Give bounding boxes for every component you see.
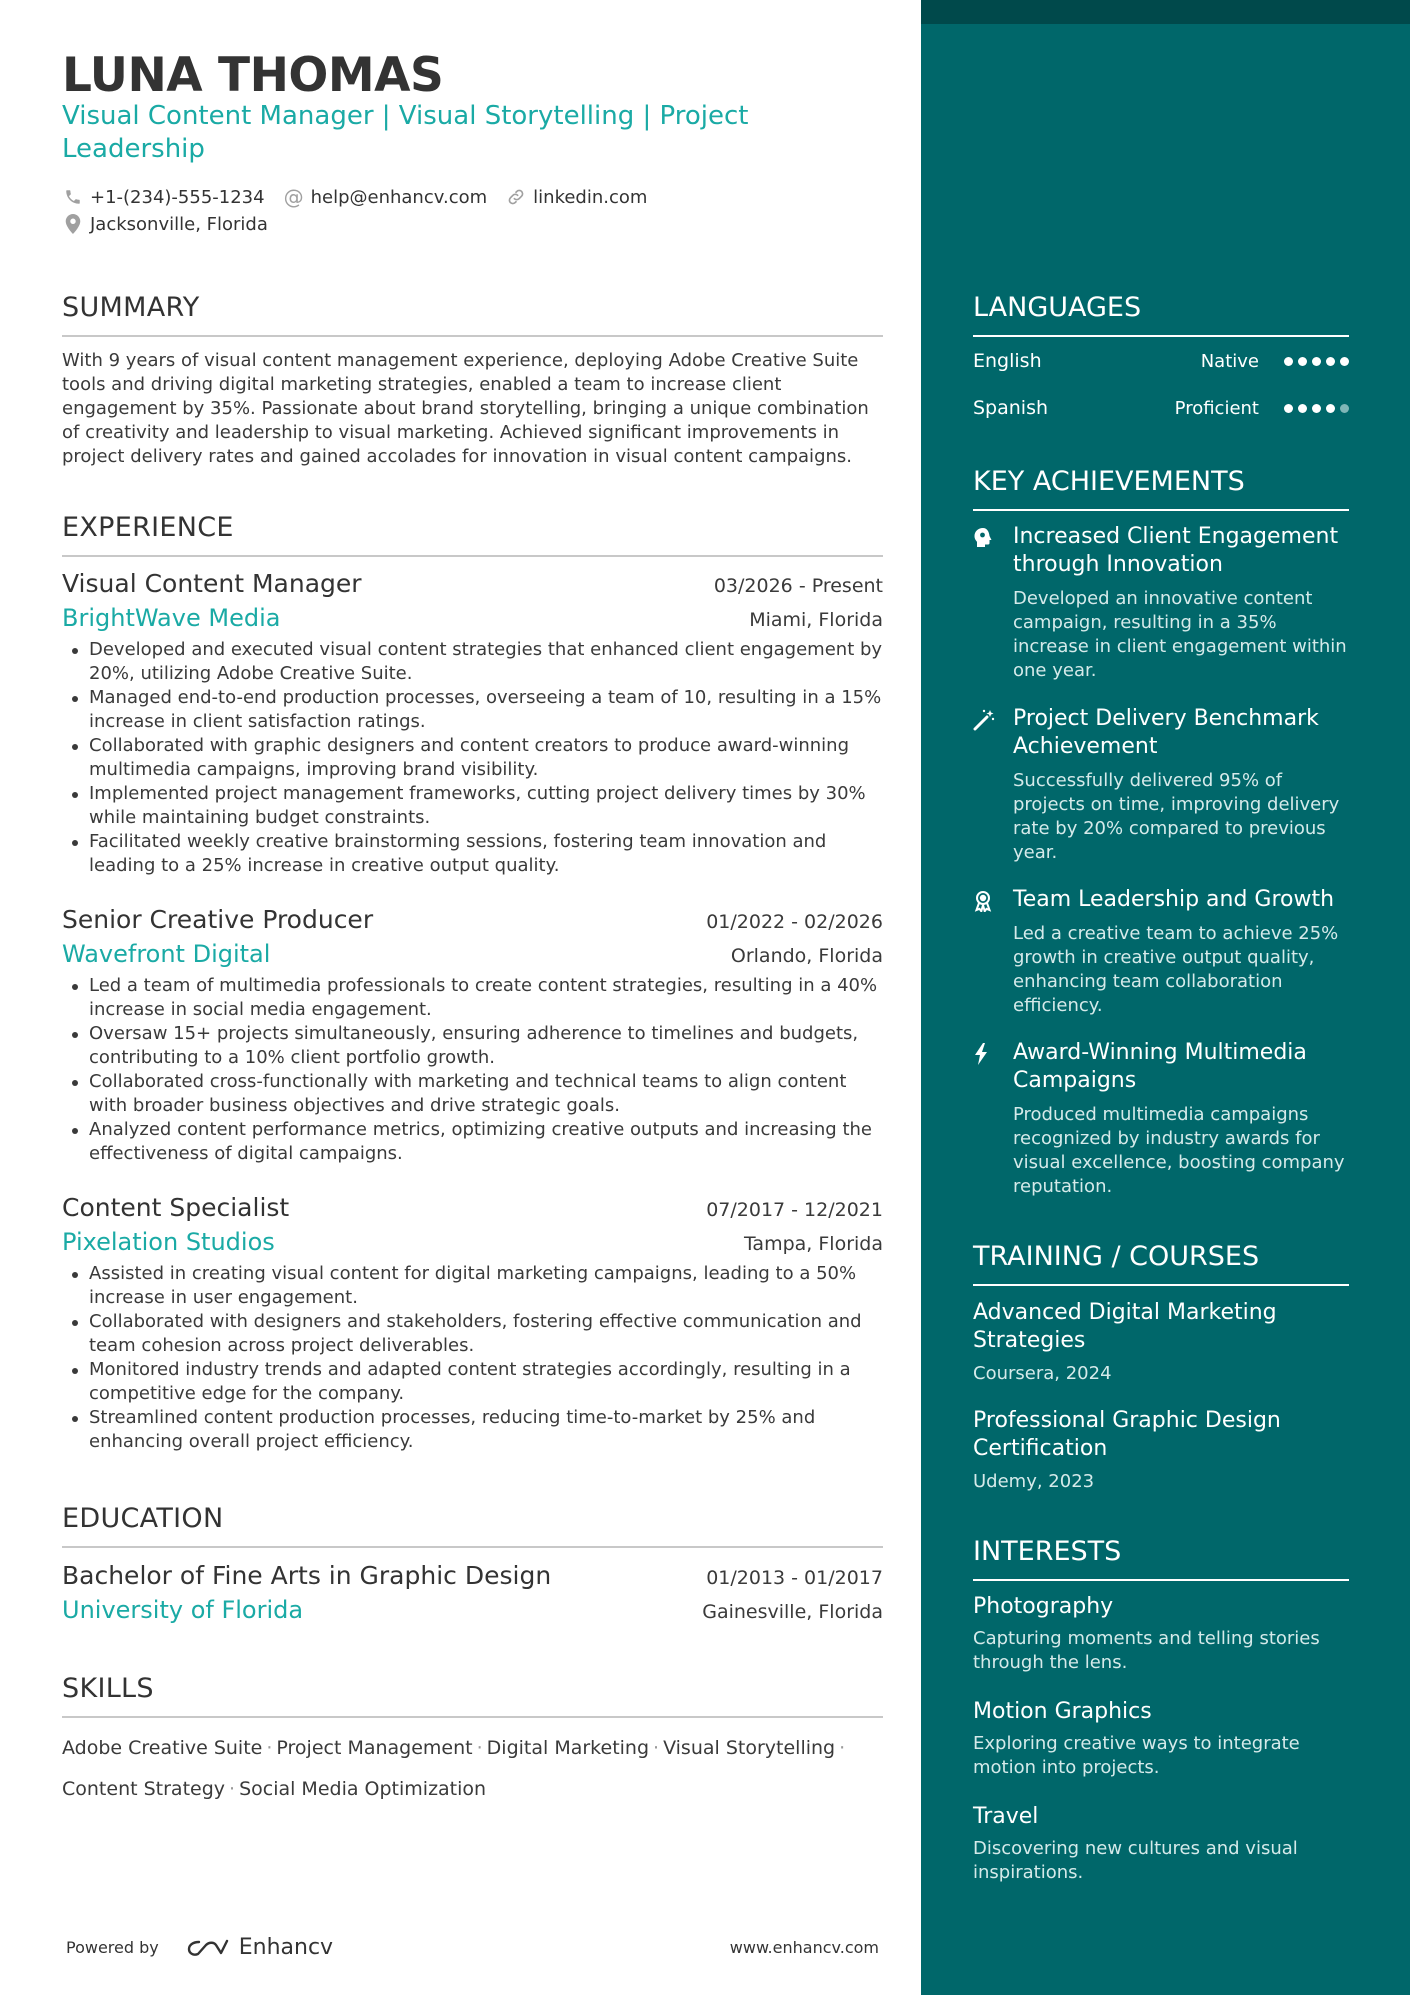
job-dates: 03/2026 - Present bbox=[713, 575, 883, 597]
interest-desc: Exploring creative ways to integrate motion into projects. bbox=[973, 1733, 1300, 1778]
language-row bbox=[973, 350, 1349, 372]
bullet: Led a team of multimedia professionals to create content strategies, resulting in a 40% increase in social media engagement. bbox=[62, 974, 883, 1022]
interest-desc: Discovering new cultures and visual inspirations. bbox=[973, 1838, 1298, 1883]
email-text: help@enhancv.com bbox=[310, 186, 488, 208]
achievement-desc: Led a creative team to achieve 25% growth in creative output quality, enhancing team collaboration efficiency. bbox=[1013, 923, 1339, 1016]
education-item bbox=[62, 1561, 883, 1624]
interest-item bbox=[973, 1804, 1349, 1885]
linkedin[interactable] bbox=[505, 186, 647, 208]
skill-separator: · bbox=[476, 1737, 483, 1759]
skills-heading: SKILLS bbox=[62, 1673, 883, 1718]
bullet: Oversaw 15+ projects simultaneously, ensuring adherence to timelines and budgets, contributing to a 10% client portfolio growth. bbox=[62, 1022, 883, 1070]
job-bullets bbox=[62, 974, 883, 1166]
job-title: Senior Creative Producer bbox=[62, 905, 374, 934]
lightning-icon bbox=[973, 1039, 995, 1067]
rating-dot bbox=[1340, 357, 1349, 366]
contact-row bbox=[62, 186, 665, 208]
education-dates: 01/2013 - 01/2017 bbox=[706, 1567, 883, 1589]
languages-heading: LANGUAGES bbox=[973, 292, 1349, 337]
job-location: Orlando, Florida bbox=[730, 945, 883, 967]
language-rating bbox=[1279, 357, 1349, 366]
training-heading: TRAINING / COURSES bbox=[973, 1241, 1349, 1286]
bullet: Assisted in creating visual content for digital marketing campaigns, leading to a 50% increase in user engagement. bbox=[62, 1262, 883, 1310]
bullet: Collaborated with graphic designers and content creators to produce award-winning multimedia campaigns, improving brand visibility. bbox=[62, 734, 883, 782]
interest-item bbox=[973, 1594, 1349, 1675]
rating-dot bbox=[1326, 404, 1335, 413]
language-name: Spanish bbox=[973, 397, 1049, 419]
head-idea-icon bbox=[973, 523, 995, 551]
course-item bbox=[973, 1407, 1349, 1492]
skill-separator: · bbox=[653, 1737, 660, 1759]
location-pin-icon bbox=[62, 213, 84, 235]
phone-icon bbox=[62, 186, 84, 208]
skill-separator: · bbox=[839, 1737, 846, 1759]
job-bullets bbox=[62, 1262, 883, 1454]
rating-dot bbox=[1284, 404, 1293, 413]
job-company[interactable]: BrightWave Media bbox=[62, 604, 281, 632]
skill: Adobe Creative Suite bbox=[62, 1737, 263, 1759]
course-title: Advanced Digital Marketing Strategies bbox=[973, 1300, 1277, 1353]
brand-name: Enhancv bbox=[238, 1935, 334, 1960]
location-row bbox=[62, 213, 286, 235]
bullet: Managed end-to-end production processes, overseeing a team of 10, resulting in a 15% increase in client satisfaction ratings. bbox=[62, 686, 883, 734]
rating-dot bbox=[1326, 357, 1335, 366]
sidebar-top-bar bbox=[921, 0, 1410, 24]
achievement-item bbox=[973, 886, 1349, 1018]
powered-by bbox=[62, 1935, 333, 1960]
phone[interactable] bbox=[62, 186, 265, 208]
rating-dot bbox=[1312, 357, 1321, 366]
skill: Social Media Optimization bbox=[239, 1778, 487, 1800]
school[interactable]: University of Florida bbox=[62, 1596, 304, 1624]
skill: Content Strategy bbox=[62, 1778, 226, 1800]
achievement-desc: Produced multimedia campaigns recognized by industry awards for visual excellence, boosting company reputation. bbox=[1013, 1104, 1345, 1197]
achievement-item bbox=[973, 523, 1349, 683]
bullet: Implemented project management frameworks, cutting project delivery times by 30% while maintaining budget constraints. bbox=[62, 782, 883, 830]
achievement-desc: Developed an innovative content campaign, resulting in a 35% increase in client engagement within one year. bbox=[1013, 588, 1347, 681]
bullet: Monitored industry trends and adapted content strategies accordingly, resulting in a competitive edge for the company. bbox=[62, 1358, 883, 1406]
language-name: English bbox=[973, 350, 1042, 372]
linkedin-text: linkedin.com bbox=[533, 186, 648, 208]
skill-separator: · bbox=[229, 1778, 236, 1800]
course-item bbox=[973, 1299, 1349, 1384]
footer-url[interactable]: www.enhancv.com bbox=[729, 1938, 879, 1957]
job-location: Tampa, Florida bbox=[743, 1233, 883, 1255]
interest-desc: Capturing moments and telling stories through the lens. bbox=[973, 1628, 1320, 1673]
summary-text: With 9 years of visual content management experience, deploying Adobe Creative Suite tools and driving digital marketing strategies, enabled a team to increase client engagement by 35%. Passionate about brand storytelling, bringing a unique combination of creativity and leadership to visual marketing. Achieved significant improvements in project delivery rates and gained accolades for innovation in visual content campaigns. bbox=[62, 350, 869, 467]
rating-dot-empty bbox=[1340, 404, 1349, 413]
job-location: Miami, Florida bbox=[749, 609, 883, 631]
candidate-name: LUNA THOMAS bbox=[62, 48, 444, 103]
interests-heading: INTERESTS bbox=[973, 1536, 1349, 1581]
skill: Digital Marketing bbox=[486, 1737, 650, 1759]
interest-title: Motion Graphics bbox=[973, 1699, 1152, 1724]
award-icon bbox=[973, 886, 995, 914]
link-icon bbox=[505, 186, 527, 208]
language-rating bbox=[1279, 404, 1349, 413]
achievement-item bbox=[973, 1039, 1349, 1199]
location-text: Jacksonville, Florida bbox=[90, 213, 268, 235]
skills-list bbox=[62, 1728, 883, 1810]
course-provider: Coursera, 2024 bbox=[973, 1363, 1112, 1384]
skill-separator: · bbox=[266, 1737, 273, 1759]
achievement-title: Project Delivery Benchmark Achievement bbox=[1013, 706, 1319, 759]
education-location: Gainesville, Florida bbox=[702, 1601, 883, 1623]
job-company[interactable]: Pixelation Studios bbox=[62, 1228, 275, 1256]
language-row bbox=[973, 397, 1349, 419]
course-title: Professional Graphic Design Certification bbox=[973, 1408, 1281, 1461]
achievement-title: Award-Winning Multimedia Campaigns bbox=[1013, 1040, 1307, 1093]
job-title: Content Specialist bbox=[62, 1193, 290, 1222]
headline: Visual Content Manager | Visual Storytelling | Project Leadership bbox=[62, 101, 749, 164]
phone-text: +1-(234)-555-1234 bbox=[90, 186, 265, 208]
bullet: Facilitated weekly creative brainstorming sessions, fostering team innovation and leading to a 25% increase in creative output quality. bbox=[62, 830, 883, 878]
experience-item bbox=[62, 1193, 883, 1454]
skill: Project Management bbox=[276, 1737, 473, 1759]
achievement-item bbox=[973, 705, 1349, 865]
summary-heading: SUMMARY bbox=[62, 292, 883, 337]
language-level: Native bbox=[1200, 350, 1259, 372]
degree: Bachelor of Fine Arts in Graphic Design bbox=[62, 1561, 552, 1590]
skill: Visual Storytelling bbox=[663, 1737, 836, 1759]
bullet: Streamlined content production processes, reducing time-to-market by 25% and enhancing overall project efficiency. bbox=[62, 1406, 883, 1454]
job-title: Visual Content Manager bbox=[62, 569, 362, 598]
job-bullets bbox=[62, 638, 883, 878]
interest-title: Travel bbox=[973, 1804, 1039, 1829]
course-provider: Udemy, 2023 bbox=[973, 1471, 1095, 1492]
footer bbox=[62, 1935, 883, 1960]
experience-heading: EXPERIENCE bbox=[62, 512, 883, 557]
achievements-heading: KEY ACHIEVEMENTS bbox=[973, 466, 1349, 511]
enhancv-logo[interactable] bbox=[185, 1935, 333, 1960]
magic-wand-icon bbox=[973, 705, 995, 733]
achievement-title: Increased Client Engagement through Innovation bbox=[1013, 524, 1339, 577]
experience-item bbox=[62, 569, 883, 878]
bullet: Analyzed content performance metrics, optimizing creative outputs and increasing the effectiveness of digital campaigns. bbox=[62, 1118, 883, 1166]
job-company[interactable]: Wavefront Digital bbox=[62, 940, 271, 968]
enhancv-logo-icon bbox=[185, 1936, 233, 1960]
interest-title: Photography bbox=[973, 1594, 1114, 1619]
achievement-title: Team Leadership and Growth bbox=[1013, 887, 1335, 912]
job-dates: 01/2022 - 02/2026 bbox=[706, 911, 883, 933]
achievement-desc: Successfully delivered 95% of projects on time, improving delivery rate by 20% compared to previous year. bbox=[1013, 770, 1340, 863]
rating-dot bbox=[1298, 404, 1307, 413]
at-icon: @ bbox=[283, 185, 304, 209]
bullet: Collaborated with designers and stakeholders, fostering effective communication and team cohesion across project deliverables. bbox=[62, 1310, 883, 1358]
rating-dot bbox=[1284, 357, 1293, 366]
rating-dot bbox=[1298, 357, 1307, 366]
job-dates: 07/2017 - 12/2021 bbox=[706, 1199, 883, 1221]
experience-item bbox=[62, 905, 883, 1166]
bullet: Collaborated cross-functionally with marketing and technical teams to align content with broader business objectives and drive strategic goals. bbox=[62, 1070, 883, 1118]
bullet: Developed and executed visual content strategies that enhanced client engagement by 20%, utilizing Adobe Creative Suite. bbox=[62, 638, 883, 686]
interest-item bbox=[973, 1699, 1349, 1780]
email[interactable] bbox=[283, 186, 488, 208]
powered-by-label: Powered by bbox=[66, 1938, 159, 1957]
education-heading: EDUCATION bbox=[62, 1503, 883, 1548]
language-level: Proficient bbox=[1174, 397, 1259, 419]
rating-dot bbox=[1312, 404, 1321, 413]
location bbox=[62, 213, 268, 235]
